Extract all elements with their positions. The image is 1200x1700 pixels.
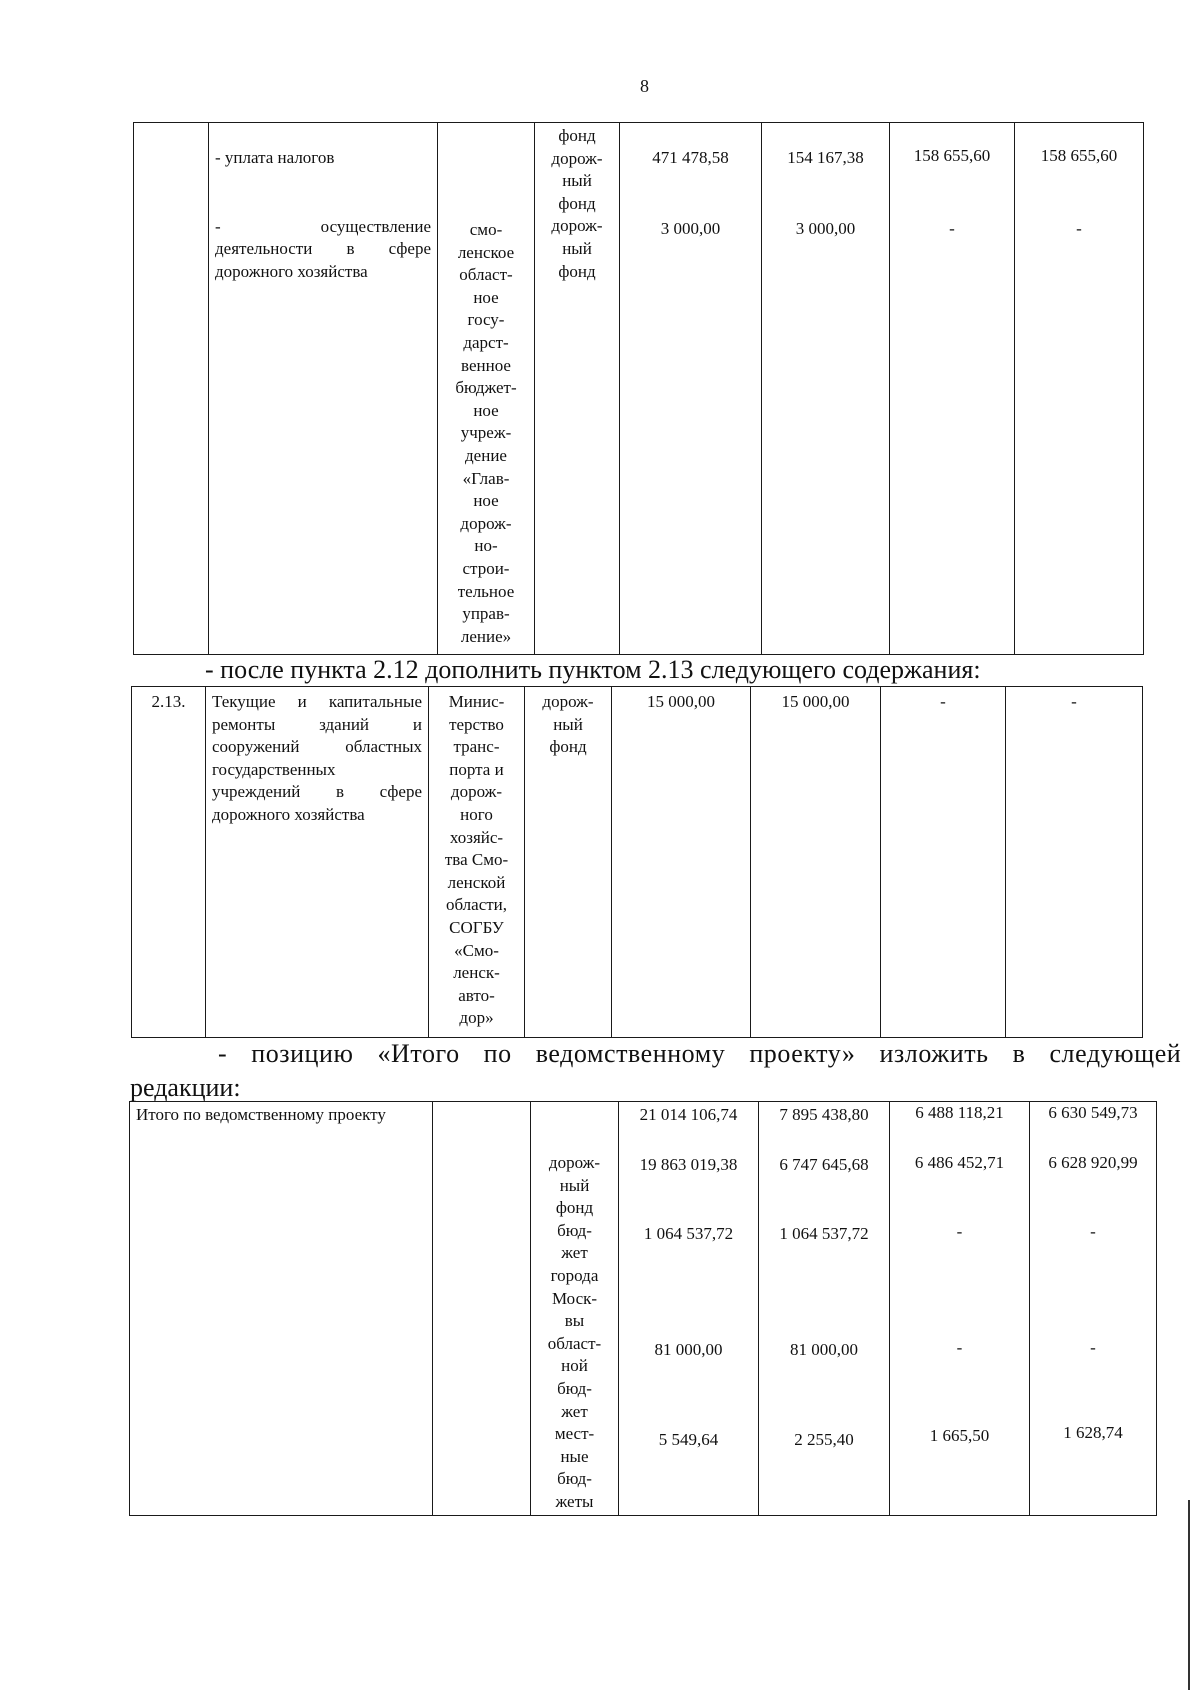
source-line: дорож- xyxy=(548,1153,601,1172)
executor-line: област- xyxy=(459,265,513,285)
table-item-2-13 xyxy=(131,686,1143,1038)
value: 7 895 438,80 xyxy=(779,1105,869,1124)
source-line: жет xyxy=(561,1243,588,1263)
executor-line: дарст- xyxy=(463,332,509,352)
value: - xyxy=(1090,1337,1096,1357)
source-cell xyxy=(535,123,620,655)
value: 6 628 920,99 xyxy=(1048,1152,1138,1172)
source-line: бюд- xyxy=(557,1469,592,1489)
executor-line: смо- xyxy=(469,220,503,239)
value: - xyxy=(956,1337,963,1357)
source-line: ный xyxy=(562,171,592,191)
value: 81 000,00 xyxy=(654,1339,723,1359)
table-continuation xyxy=(133,122,1144,655)
executor-line: бюджет- xyxy=(455,378,517,398)
executor-line: области, xyxy=(445,895,508,915)
executor-line: ное xyxy=(473,400,499,420)
executor-cell xyxy=(429,687,525,1038)
executor-line: дорож- xyxy=(450,782,503,802)
value-cell xyxy=(759,1102,890,1516)
value-cell xyxy=(1030,1102,1157,1516)
source-line: бюд- xyxy=(557,1220,592,1240)
value-cell xyxy=(762,123,890,655)
source-line: бюд- xyxy=(557,1378,592,1398)
executor-line: учреж- xyxy=(460,423,512,443)
source-line: вы xyxy=(564,1311,585,1331)
source-line: города xyxy=(550,1265,599,1285)
value: 6 486 452,71 xyxy=(914,1152,1005,1172)
source-line: жеты xyxy=(555,1491,594,1511)
value: 6 630 549,73 xyxy=(1048,1103,1138,1122)
source-line: област- xyxy=(547,1333,602,1353)
executor-line: ление» xyxy=(460,626,512,646)
value: 5 549,64 xyxy=(658,1430,719,1450)
executor-line: госу- xyxy=(467,310,505,330)
executor-line: СОГБУ xyxy=(449,917,504,937)
value: - xyxy=(881,687,1006,1038)
executor-line: терство xyxy=(449,714,504,734)
table-row xyxy=(130,1102,1157,1516)
executor-line: дорож- xyxy=(460,513,512,533)
num-cell: 2.13. xyxy=(132,687,206,1038)
item-label: - уплата налогов xyxy=(215,148,335,167)
value: 15 000,00 xyxy=(612,687,751,1038)
executor-line: «Глав- xyxy=(462,468,510,488)
executor-line: Минис- xyxy=(448,692,505,711)
source-line: фонд xyxy=(558,193,596,213)
source-cell xyxy=(531,1102,619,1516)
source-line: ный xyxy=(559,1175,590,1195)
executor-line: ного xyxy=(460,804,493,824)
executor-cell xyxy=(438,123,535,655)
executor-line: венное xyxy=(461,355,511,375)
executor-line: авто- xyxy=(458,985,495,1005)
value: 1 064 537,72 xyxy=(643,1224,734,1244)
source-line: фонд xyxy=(555,1198,594,1218)
value: 1 665,50 xyxy=(929,1426,990,1446)
executor-line: ленск- xyxy=(453,963,500,983)
executor-line: транс- xyxy=(453,737,500,757)
executor-line: ное xyxy=(473,287,499,307)
value: - xyxy=(1090,1222,1096,1242)
executor-line: дор» xyxy=(459,1008,494,1028)
source-line: фонд xyxy=(558,261,596,281)
source-line: дорож- xyxy=(551,216,603,236)
source-line: ной xyxy=(561,1356,588,1376)
value: 15 000,00 xyxy=(751,687,881,1038)
value: 19 863 019,38 xyxy=(639,1154,738,1174)
value: 154 167,38 xyxy=(787,148,864,167)
scan-edge-line xyxy=(1188,1500,1190,1690)
value: 158 655,60 xyxy=(913,146,991,165)
executor-line: тва Смо- xyxy=(444,850,509,870)
value: - xyxy=(949,218,955,238)
value-cell xyxy=(1015,123,1144,655)
source-line: мест- xyxy=(554,1424,595,1444)
value: 158 655,60 xyxy=(1040,146,1118,165)
item-label: Итого по ведомственному проекту xyxy=(130,1102,433,1516)
amendment-text: редакции: xyxy=(130,1073,241,1102)
item-label: - осуществление деятельности в сфере дорожного хозяйства xyxy=(215,216,431,281)
executor-line: строи- xyxy=(462,558,510,578)
value: 1 064 537,72 xyxy=(779,1224,869,1244)
executor-line: тельное xyxy=(457,581,515,601)
source-line: дорож- xyxy=(551,148,603,168)
executor-line: порта и xyxy=(449,759,504,779)
table-total xyxy=(129,1101,1157,1516)
amendment-text: - позицию «Итого по ведомственному проекту» изложить в следующей xyxy=(218,1039,1182,1068)
num-cell xyxy=(134,123,209,655)
item-label: Текущие и капитальные ремонты зданий и сооружений областных государственных учреждений в сфере дорожного хозяйства xyxy=(206,687,429,1038)
executor-line: «Смо- xyxy=(454,940,499,960)
executor-line: ленской xyxy=(447,872,506,892)
source-line: Моск- xyxy=(551,1288,598,1308)
value: 2 255,40 xyxy=(794,1430,854,1450)
source-line: ный xyxy=(562,238,592,258)
value: 6 747 645,68 xyxy=(779,1154,869,1174)
value: 1 628,74 xyxy=(1063,1423,1123,1443)
value-cell xyxy=(619,1102,759,1516)
value: 6 488 118,21 xyxy=(915,1103,1004,1122)
executor-cell xyxy=(433,1102,531,1516)
source-line: жет xyxy=(561,1401,588,1421)
value-cell xyxy=(890,1102,1030,1516)
executor-line: хозяйс- xyxy=(449,827,504,847)
page-number: 8 xyxy=(640,76,649,96)
source-line: ный xyxy=(553,714,583,734)
amendment-text: - после пункта 2.12 дополнить пунктом 2.13 следующего содержания: xyxy=(205,655,981,684)
table-row xyxy=(132,687,1143,1038)
source-cell xyxy=(525,687,612,1038)
value: 3 000,00 xyxy=(795,218,856,238)
value-cell xyxy=(890,123,1015,655)
item-cell xyxy=(209,123,438,655)
executor-line: управ- xyxy=(462,604,510,624)
value: 81 000,00 xyxy=(790,1339,858,1359)
executor-line: ное xyxy=(473,491,499,511)
value: - xyxy=(1076,218,1082,238)
value: - xyxy=(1006,687,1143,1038)
source-line: дорож- xyxy=(542,692,594,711)
executor-line: дение xyxy=(465,445,507,465)
table-row xyxy=(134,123,1144,655)
value-cell xyxy=(620,123,762,655)
value: 471 478,58 xyxy=(652,148,729,167)
value: - xyxy=(956,1222,963,1242)
executor-line: ленское xyxy=(457,242,515,262)
value: 21 014 106,74 xyxy=(639,1105,738,1124)
source-line: ные xyxy=(560,1446,589,1466)
source-line: фонд xyxy=(558,126,596,145)
executor-line: но- xyxy=(474,536,498,556)
source-line: фонд xyxy=(549,737,587,757)
value: 3 000,00 xyxy=(660,218,721,238)
